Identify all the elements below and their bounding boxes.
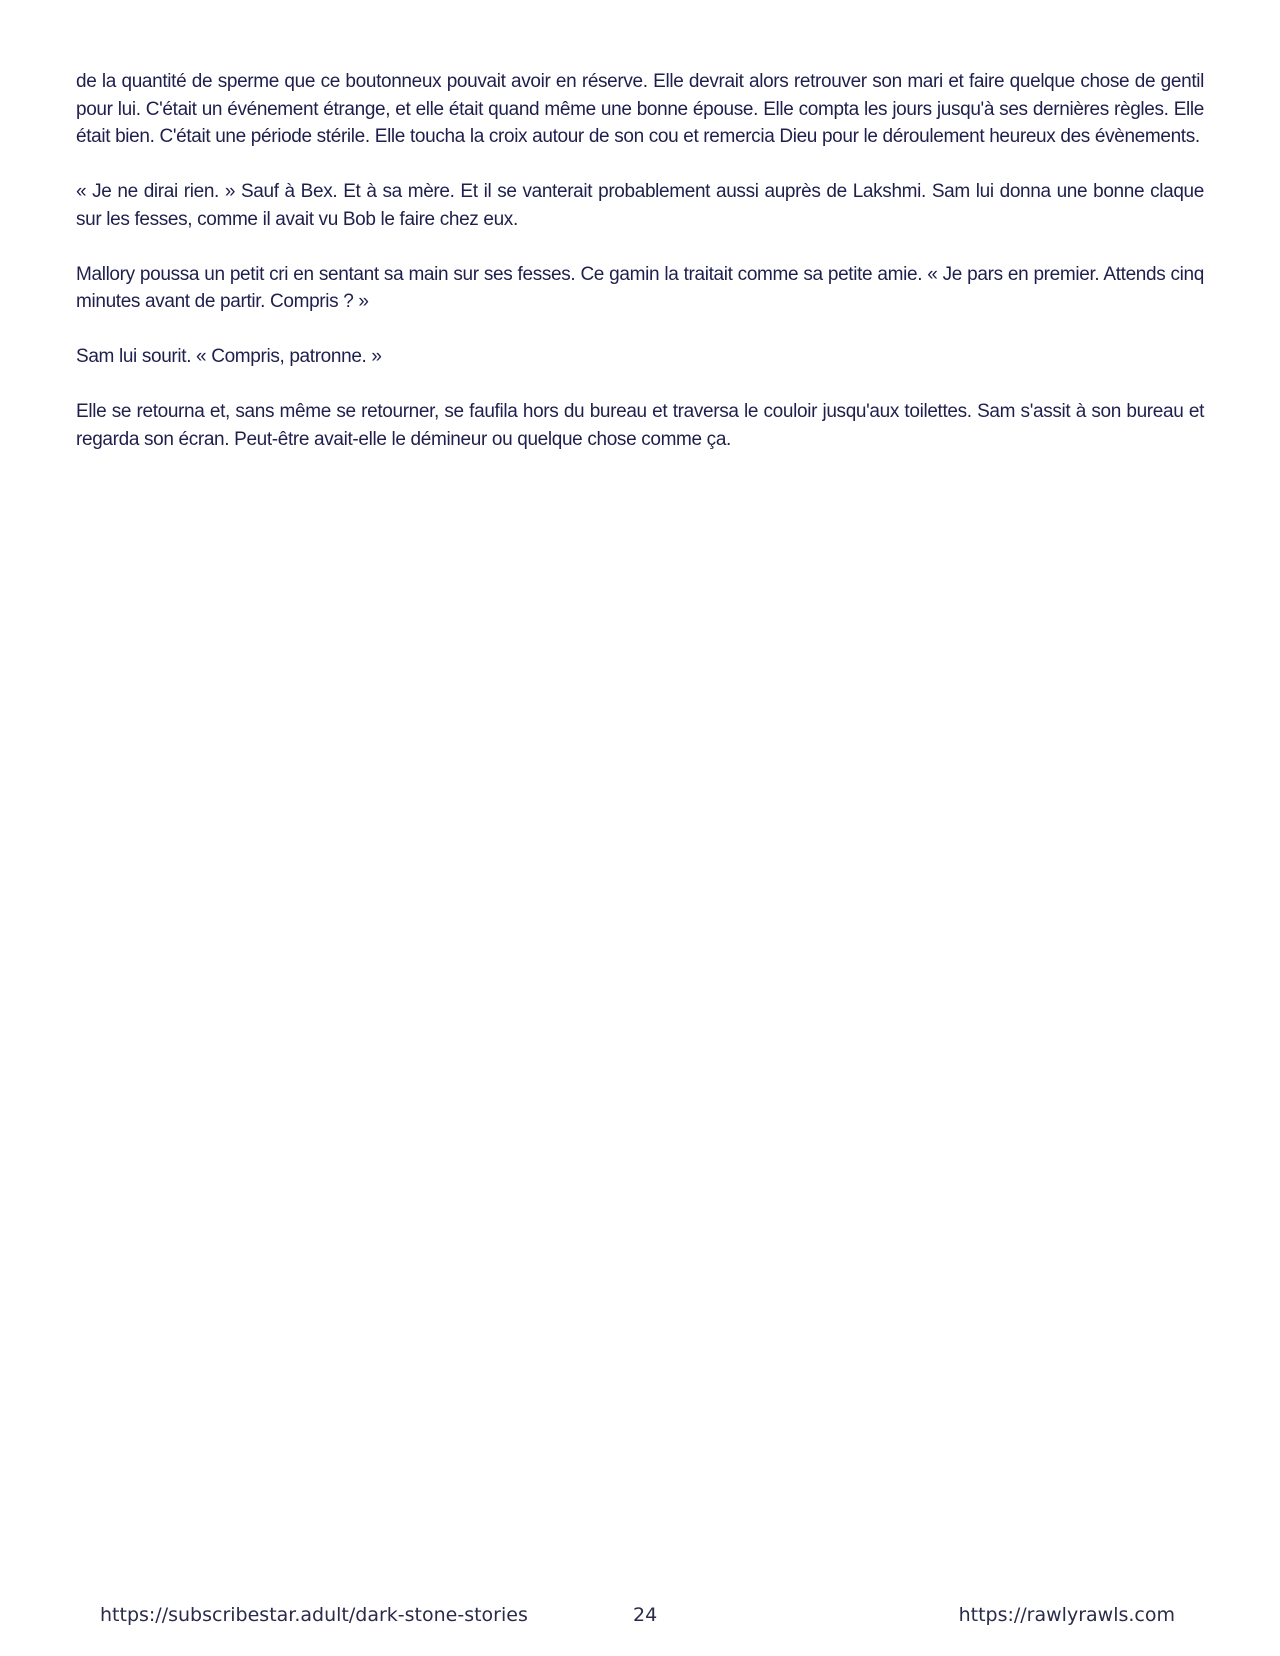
footer-subscribestar-link[interactable]: https://subscribestar.adult/dark-stone-stories [100,1604,528,1626]
paragraph: Mallory poussa un petit cri en sentant sa main sur ses fesses. Ce gamin la traitait comme sa petite amie. « Je pars en premier. Attends cinq minutes avant de partir. Compris ? » [76,263,1204,312]
paragraph: Elle se retourna et, sans même se retourner, se faufila hors du bureau et traversa le couloir jusqu'aux toilettes. Sam s'assit à son bureau et regarda son écran. Peut-être avait-elle le démineur ou quelque chose comme ça. [76,401,1204,450]
page-footer [0,1604,1280,1634]
page-number: 24 [633,1604,658,1626]
page-body [76,68,1204,481]
paragraph: de la quantité de sperme que ce boutonneux pouvait avoir en réserve. Elle devrait alors retrouver son mari et faire quelque chose de gentil pour lui. C'était un événement étrange, et elle était quand même une bonne épouse. Elle compta les jours jusqu'à ses dernières règles. Elle était bien. C'était une période stérile. Elle toucha la croix autour de son cou et remercia Dieu pour le déroulement heureux des évènements. [76,71,1204,147]
footer-website-link[interactable]: https://rawlyrawls.com [958,1604,1175,1626]
paragraph: Sam lui sourit. « Compris, patronne. » [76,346,382,367]
paragraph: « Je ne dirai rien. » Sauf à Bex. Et à sa mère. Et il se vanterait probablement aussi auprès de Lakshmi. Sam lui donna une bonne claque sur les fesses, comme il avait vu Bob le faire chez eux. [76,181,1204,230]
